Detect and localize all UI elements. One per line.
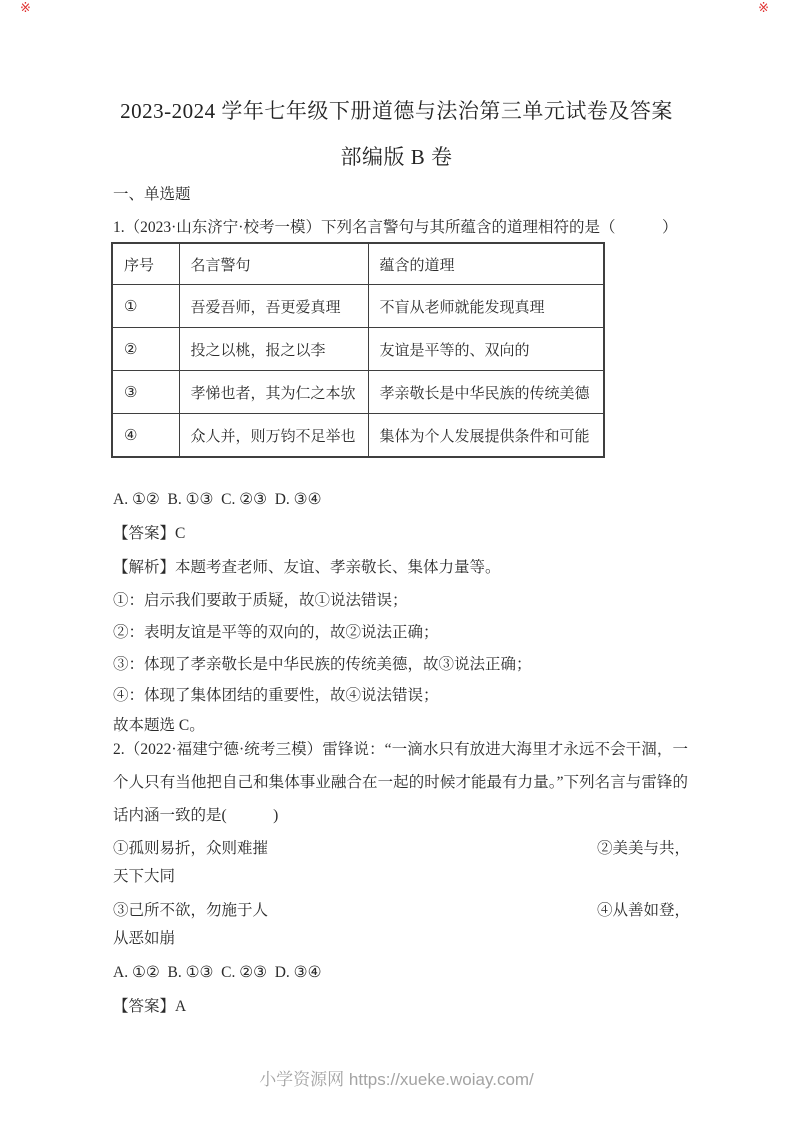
q2-option-4-continued: 从恶如崩 (113, 930, 176, 947)
q1-comparison-table (111, 242, 605, 458)
section-heading: 一、单选题 (113, 186, 191, 203)
q1-analysis-line: ③：体现了孝亲敬长是中华民族的传统美德，故③说法正确； (113, 656, 532, 673)
q1-answer-line: 【答案】C (113, 525, 186, 542)
q2-option-3: ③己所不欲，勿施于人 (113, 902, 269, 919)
q1-analysis-line: ②：表明友谊是平等的双向的，故②说法正确； (113, 624, 439, 641)
q2-option-2-continued: 天下大同 (113, 868, 176, 885)
cell-index: ② (112, 328, 179, 371)
q2-option-row (113, 838, 690, 860)
cell-meaning: 集体为个人发展提供条件和可能 (368, 414, 604, 458)
question1-stem: 1.（2023·山东济宁·校考一模）下列名言警句与其所蕴含的道理相符的是（ ） (113, 219, 678, 236)
cell-meaning: 孝亲敬长是中华民族的传统美德 (368, 371, 604, 414)
q2-option-row (113, 900, 690, 922)
column-header-index: 序号 (112, 243, 179, 285)
q2-option-1: ①孤则易折，众则难摧 (113, 840, 269, 857)
cell-quote: 孝悌也者，其为仁之本欤 (179, 371, 368, 414)
table-header-row (112, 243, 604, 285)
cell-quote: 吾爱吾师，吾更爱真理 (179, 285, 368, 328)
footer-site-link[interactable]: 小学资源网 https://xueke.woiay.com/ (259, 1070, 534, 1089)
cell-quote: 投之以桃，报之以李 (179, 328, 368, 371)
q1-options-line: A. ①② B. ①③ C. ②③ D. ③④ (113, 491, 322, 508)
q2-answer-line: 【答案】A (113, 998, 187, 1015)
q1-analysis-line: ①：启示我们要敢于质疑，故①说法错误； (113, 592, 408, 609)
table-row (112, 328, 604, 371)
corner-stamp-left-icon: ※ (20, 1, 31, 16)
column-header-meaning: 蕴含的道理 (368, 243, 604, 285)
q1-analysis-line: ④：体现了集体团结的重要性，故④说法错误； (113, 687, 439, 704)
q1-analysis-line: 故本题选 C。 (113, 717, 205, 734)
cell-quote: 众人并，则万钧不足举也 (179, 414, 368, 458)
column-header-quote: 名言警句 (179, 243, 368, 285)
table-row (112, 414, 604, 458)
cell-index: ④ (112, 414, 179, 458)
q2-option-2: ②美美与共， (596, 840, 690, 857)
q1-analysis-line: 【解析】本题考查老师、友谊、孝亲敬长、集体力量等。 (113, 559, 501, 576)
corner-stamp-right-icon: ※ (758, 1, 769, 16)
page-title: 2023-2024 学年七年级下册道德与法治第三单元试卷及答案 (120, 99, 673, 123)
cell-index: ① (112, 285, 179, 328)
q2-option-4: ④从善如登， (596, 902, 690, 919)
table-row (112, 371, 604, 414)
cell-index: ③ (112, 371, 179, 414)
page-subtitle: 部编版 B 卷 (340, 145, 453, 169)
cell-meaning: 友谊是平等的、双向的 (368, 328, 604, 371)
q2-options-line: A. ①② B. ①③ C. ②③ D. ③④ (113, 964, 322, 981)
cell-meaning: 不盲从老师就能发现真理 (368, 285, 604, 328)
table-row (112, 285, 604, 328)
question2-stem: 2.（2022·福建宁德·统考三模）雷锋说：“一滴水只有放进大海里才永远不会干涸，一个人只有当他把自己和集体事业融合在一起的时候才能最有力量。”下列名言与雷锋的话内涵一致的是( ) (113, 741, 688, 824)
